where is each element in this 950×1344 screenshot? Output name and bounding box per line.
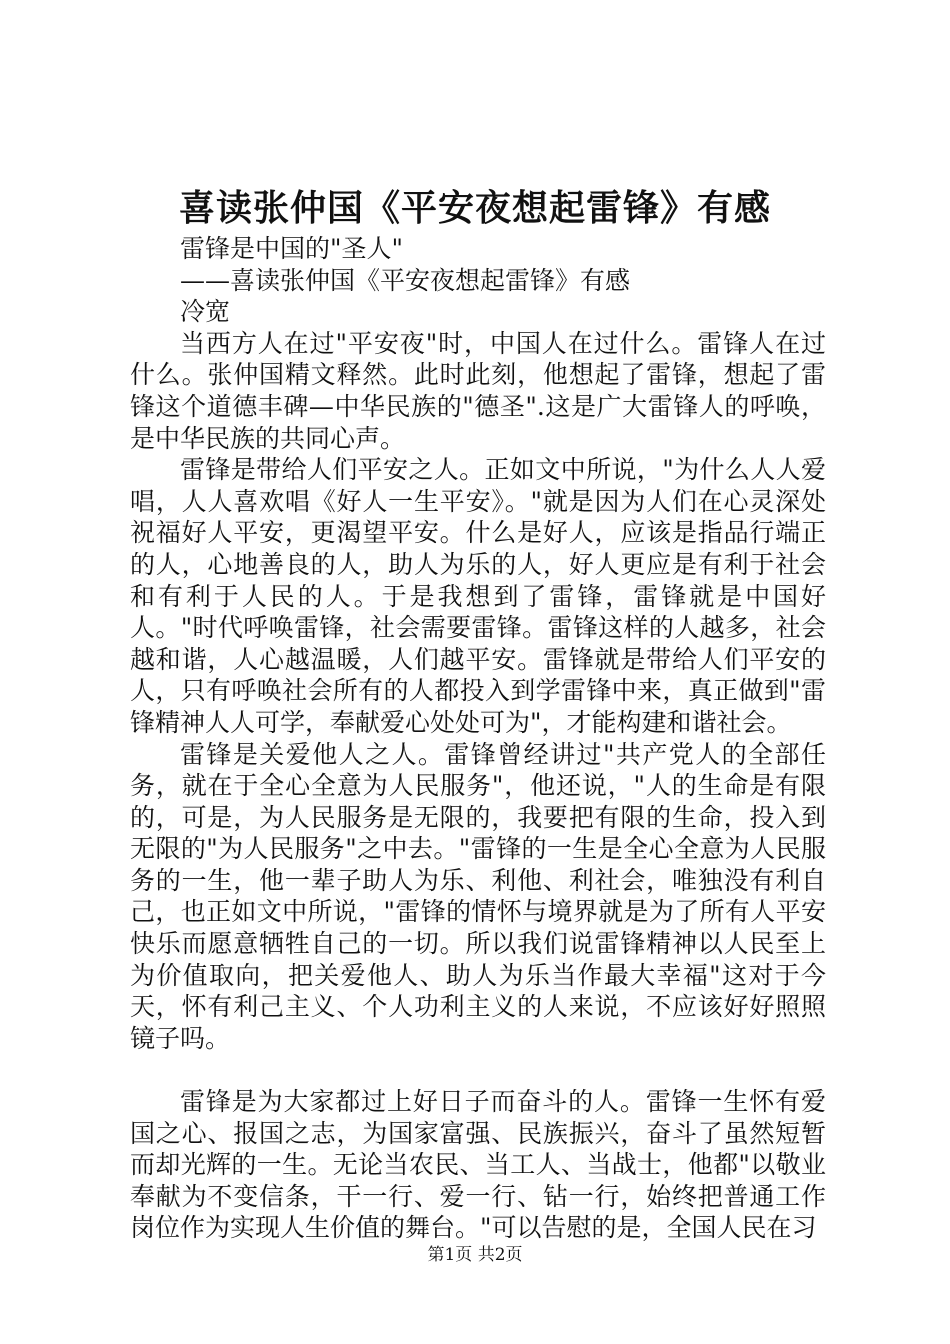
document-subtitle: 雷锋是中国的"圣人" <box>180 234 403 263</box>
paragraph: 雷锋是为大家都过上好日子而奋斗的人。雷锋一生怀有爱国之心、报国之志，为国家富强、民族振兴，奋斗了虽然短暂而却光辉的一生。无论当农民、当工人、当战士，他都"以敬业奉献为不变信条，干一行、爱一行、钻一行，始终把普通工作岗位作为实现人生价值的舞台。"可以告慰的是，全国人民在习 <box>130 1087 826 1243</box>
document-body <box>130 233 826 1244</box>
document-subheading: ——喜读张仲国《平安夜想起雷锋》有感 <box>180 265 631 295</box>
document-author: 冷宽 <box>180 297 231 327</box>
document-title: 喜读张仲国《平安夜想起雷锋》有感 <box>178 187 771 229</box>
paragraph: 当西方人在过"平安夜"时，中国人在过什么。雷锋人在过什么。张仲国精文释然。此时此刻，他想起了雷锋，想起了雷锋这个道德丰碑—中华民族的"德圣".这是广大雷锋人的呼唤，是中华民族的共同心声。 <box>130 328 826 453</box>
paragraph: 雷锋是关爱他人之人。雷锋曾经讲过"共产党人的全部任务，就在于全心全意为人民服务"，他还说，"人的生命是有限的，可是，为人民服务是无限的，我要把有限的生命，投入到无限的"为人民服务"之中去。"雷锋的一生是全心全意为人民服务的一生，他一辈子助人为乐、利他、利社会，唯独没有利自己，也正如文中所说，"雷锋的情怀与境界就是为了所有人平安快乐而愿意牺牲自己的一切。所以我们说雷锋精神以人民至上为价值取向，把关爱他人、助人为乐当作最大幸福"这对于今天，怀有利己主义、个人功利主义的人来说，不应该好好照照镜子吗。 <box>130 739 826 1053</box>
paragraph: 雷锋是带给人们平安之人。正如文中所说，"为什么人人爱唱，人人喜欢唱《好人一生平安》。"就是因为人们在心灵深处祝福好人平安，更渴望平安。什么是好人，应该是指品行端正的人，心地善良的人，助人为乐的人，好人更应是有利于社会和有利于人民的人。于是我想到了雷锋，雷锋就是中国好人。"时代呼唤雷锋，社会需要雷锋。雷锋这样的人越多，社会越和谐，人心越温暖，人们越平安。雷锋就是带给人们平安的人，只有呼唤社会所有的人都投入到学雷锋中来，真正做到"雷锋精神人人可学，奉献爱心处处可为"，才能构建和谐社会。 <box>130 455 826 737</box>
page-footer: 第1页 共2页 <box>427 1245 523 1265</box>
